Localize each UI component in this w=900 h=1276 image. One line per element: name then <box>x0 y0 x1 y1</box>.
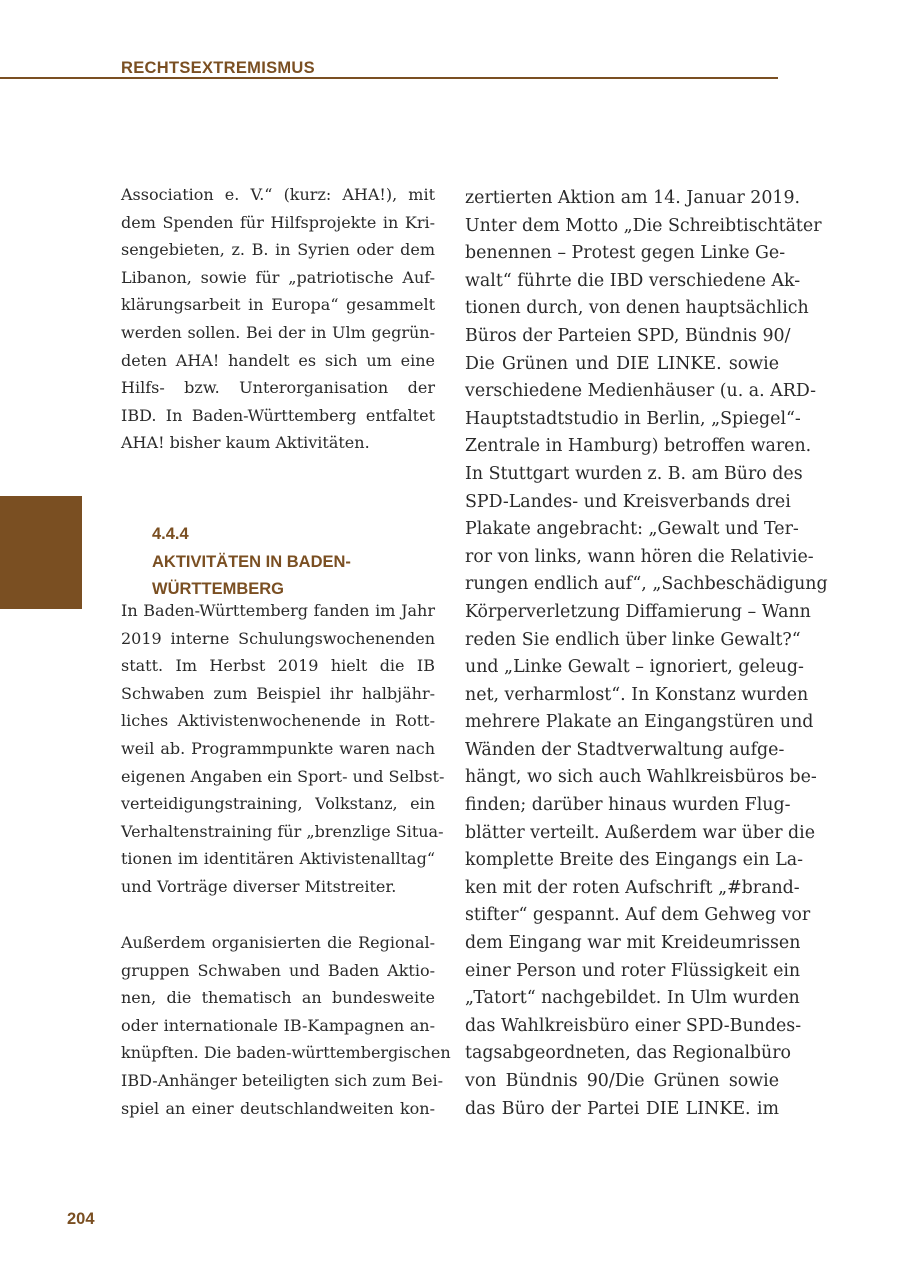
section-heading <box>152 521 351 604</box>
text-line: stifter“ gespannt. Auf dem Gehweg vor <box>465 905 811 926</box>
text-line: Libanon, sowie für „patriotische Auf- <box>121 267 435 287</box>
text-line: Körperverletzung Diffamierung – Wann <box>465 601 811 622</box>
text-line: von Bündnis 90/Die Grünen sowie <box>465 1071 779 1091</box>
left-paragraph-2 <box>121 601 445 905</box>
text-line: einer Person und roter Flüssigkeit ein <box>465 960 801 981</box>
text-line: knüpften. Die baden-württembergischen <box>121 1043 451 1063</box>
text-line: gruppen Schwaben und Baden Aktio- <box>121 960 435 980</box>
text-line: Hauptstadtstudio in Berlin, „Spiegel“- <box>465 408 801 429</box>
text-line: Schwaben zum Beispiel ihr halbjähr- <box>121 683 435 703</box>
text-line: IBD. In Baden-Württemberg entfaltet <box>121 405 435 425</box>
text-line: rungen endlich auf“, „Sachbeschädigung <box>465 574 828 595</box>
text-line: tionen im identitären Aktivistenalltag“ <box>121 849 435 869</box>
text-line: weil ab. Programmpunkte waren nach <box>121 738 435 758</box>
text-line: „Tatort“ nachgebildet. In Ulm wurden <box>465 988 800 1009</box>
text-line: net, verharmlost“. In Konstanz wurden <box>465 684 809 705</box>
text-line: und Vorträge diverser Mitstreiter. <box>121 876 397 896</box>
text-line: dem Eingang war mit Kreideumrissen <box>465 933 801 954</box>
text-line: dem Spenden für Hilfsprojekte in Kri- <box>121 212 435 232</box>
text-line: 2019 interne Schulungswochenenden <box>121 628 435 648</box>
text-line: sengebieten, z. B. in Syrien oder dem <box>121 240 435 260</box>
text-line: werden sollen. Bei der in Ulm gegrün- <box>121 322 435 342</box>
section-number: 4.4.4 <box>152 525 189 543</box>
text-line: finden; darüber hinaus wurden Flug- <box>465 795 791 816</box>
header-rule <box>0 77 778 79</box>
text-line: komplette Breite des Eingangs ein La- <box>465 850 804 871</box>
text-line: mehrere Plakate an Eingangstüren und <box>465 712 814 733</box>
text-line: reden Sie endlich über linke Gewalt?“ <box>465 629 801 650</box>
section-title-line: AKTIVITÄTEN IN BADEN- <box>152 552 351 571</box>
text-line: Die Grünen und DIE LINKE. sowie <box>465 353 779 374</box>
text-line: zertierten Aktion am 14. Januar 2019. <box>465 188 801 208</box>
text-line: verteidigungstraining, Volkstanz, ein <box>121 794 435 814</box>
left-paragraph-3 <box>121 933 451 1126</box>
text-line: Association e. V.“ (kurz: AHA!), mit <box>121 185 435 204</box>
text-line: Unter dem Motto „Die Schreibtischtäter <box>465 215 822 236</box>
text-line: SPD-Landes- und Kreisverbands drei <box>465 491 791 512</box>
text-line: eigenen Angaben ein Sport- und Selbst- <box>121 766 445 786</box>
text-line: das Wahlkreisbüro einer SPD-Bundes- <box>465 1015 802 1036</box>
text-line: ror von links, wann hören die Relativie- <box>465 546 814 567</box>
chapter-tab-marker <box>0 496 82 609</box>
text-line: verschiedene Medienhäuser (u. a. ARD- <box>465 381 816 402</box>
text-line: oder internationale IB-Kampagnen an- <box>121 1015 435 1035</box>
text-line: liches Aktivistenwochenende in Rott- <box>121 711 435 731</box>
text-line: Außerdem organisierten die Regional- <box>121 933 435 952</box>
text-line: Büros der Parteien SPD, Bündnis 90/ <box>465 325 791 346</box>
text-line: In Stuttgart wurden z. B. am Büro des <box>465 463 803 484</box>
text-line: In Baden-Württemberg fanden im Jahr <box>121 601 435 620</box>
left-paragraph-1 <box>121 185 435 461</box>
text-line: deten AHA! handelt es sich um eine <box>121 350 435 370</box>
text-line: Hilfs- bzw. Unterorganisation der <box>121 378 435 398</box>
text-line: Zentrale in Hamburg) betroffen waren. <box>465 436 812 457</box>
text-line: ken mit der roten Aufschrift „#brand- <box>465 877 800 898</box>
text-line: und „Linke Gewalt – ignoriert, geleug- <box>465 657 804 678</box>
text-line: nen, die thematisch an bundesweite <box>121 988 435 1008</box>
text-line: hängt, wo sich auch Wahlkreisbüros be- <box>465 767 817 788</box>
text-line: klärungsarbeit in Europa“ gesammelt <box>121 295 435 315</box>
section-title-line: WÜRTTEMBERG <box>152 580 284 599</box>
text-line: walt“ führte die IBD verschiedene Ak- <box>465 270 801 291</box>
right-column-text <box>465 185 828 1123</box>
text-line: IBD-Anhänger beteiligten sich zum Bei- <box>121 1070 443 1090</box>
text-line: statt. Im Herbst 2019 hielt die IB <box>121 656 435 676</box>
text-line: spiel an einer deutschlandweiten kon- <box>121 1098 435 1118</box>
text-line: Verhaltenstraining für „brenzlige Situa- <box>121 821 444 841</box>
text-line: blätter verteilt. Außerdem war über die <box>465 822 816 843</box>
text-line: tagsabgeordneten, das Regionalbüro <box>465 1043 792 1064</box>
text-line: Plakate angebracht: „Gewalt und Ter- <box>465 519 799 540</box>
text-line: das Büro der Partei DIE LINKE. im <box>465 1098 779 1119</box>
text-line: benennen – Protest gegen Linke Ge- <box>465 243 786 264</box>
page-number: 204 <box>67 1210 95 1228</box>
text-line: tionen durch, von denen hauptsächlich <box>465 298 809 319</box>
text-line: AHA! bisher kaum Aktivitäten. <box>121 433 370 453</box>
running-header: RECHTSEXTREMISMUS <box>121 59 315 77</box>
text-line: Wänden der Stadtverwaltung aufge- <box>465 739 785 760</box>
